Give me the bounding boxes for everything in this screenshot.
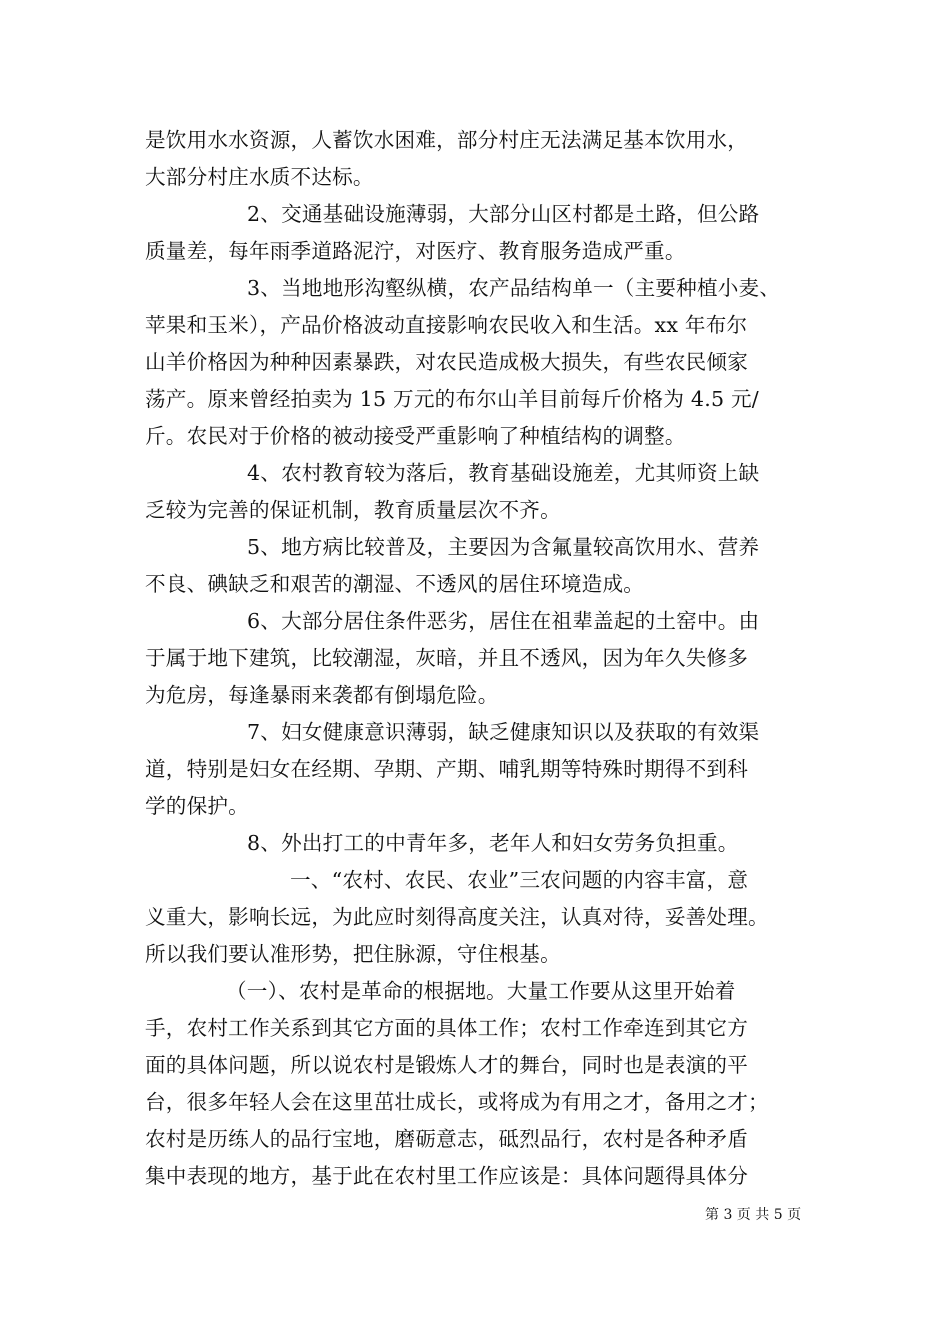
text-line: 一、“农村、农民、农业”三农问题的内容丰富，意: [290, 868, 749, 892]
text-line: 4、农村教育较为落后，教育基础设施差，尤其师资上缺: [247, 461, 760, 485]
text-line: 大部分村庄水质不达标。: [145, 165, 374, 189]
text-line: 5、地方病比较普及，主要因为含氟量较高饮用水、营养: [247, 535, 760, 559]
text-line: 8、外出打工的中青年多，老年人和妇女劳务负担重。: [247, 831, 739, 855]
text-line: 3、当地地形沟壑纵横，农产品结构单一（主要种植小麦、: [247, 276, 781, 300]
page-number-footer: 第 3 页 共 5 页: [705, 1207, 802, 1223]
text-line: 手，农村工作关系到其它方面的具体工作；农村工作牵连到其它方: [145, 1016, 749, 1040]
text-line: 道，特别是妇女在经期、孕期、产期、哺乳期等特殊时期得不到科: [145, 757, 749, 781]
text-line: （一）、农村是革命的根据地。大量工作要从这里开始着: [226, 979, 736, 1003]
text-line: 质量差，每年雨季道路泥泞，对医疗、教育服务造成严重。: [145, 239, 686, 263]
text-line: 苹果和玉米），产品价格波动直接影响农民收入和生活。xx 年布尔: [145, 313, 748, 337]
text-line: 是饮用水水资源，人蓄饮水困难，部分村庄无法满足基本饮用水，: [145, 128, 749, 152]
text-line: 面的具体问题，所以说农村是锻炼人才的舞台，同时也是表演的平: [145, 1053, 749, 1077]
text-line: 台，很多年轻人会在这里茁壮成长，或将成为有用之才，备用之才；: [145, 1090, 769, 1114]
text-line: 山羊价格因为种种因素暴跌，对农民造成极大损失，有些农民倾家: [145, 350, 749, 374]
text-line: 不良、碘缺乏和艰苦的潮湿、不透风的居住环境造成。: [145, 572, 645, 596]
text-line: 2、交通基础设施薄弱，大部分山区村都是土路，但公路: [247, 202, 760, 226]
text-line: 学的保护。: [145, 794, 249, 818]
text-line: 集中表现的地方，基于此在农村里工作应该是：具体问题得具体分: [145, 1164, 749, 1188]
text-line: 6、大部分居住条件恶劣，居住在祖辈盖起的土窑中。由: [247, 609, 760, 633]
text-line: 为危房，每逢暴雨来袭都有倒塌危险。: [145, 683, 499, 707]
text-line: 于属于地下建筑，比较潮湿，灰暗，并且不透风，因为年久失修多: [145, 646, 749, 670]
body-text: [145, 122, 835, 1195]
text-line: 义重大，影响长远，为此应时刻得高度关注，认真对待，妥善处理。: [145, 905, 769, 929]
text-line: 农村是历练人的品行宝地，磨砺意志，砥烈品行，农村是各种矛盾: [145, 1127, 749, 1151]
text-line: 乏较为完善的保证机制，教育质量层次不齐。: [145, 498, 561, 522]
text-line: 斤。农民对于价格的被动接受严重影响了种植结构的调整。: [145, 424, 686, 448]
text-line: 7、妇女健康意识薄弱，缺乏健康知识以及获取的有效渠: [247, 720, 760, 744]
text-line: 荡产。原来曾经拍卖为 15 万元的布尔山羊目前每斤价格为 4.5 元/: [145, 387, 759, 411]
text-line: 所以我们要认准形势，把住脉源，守住根基。: [145, 942, 561, 966]
